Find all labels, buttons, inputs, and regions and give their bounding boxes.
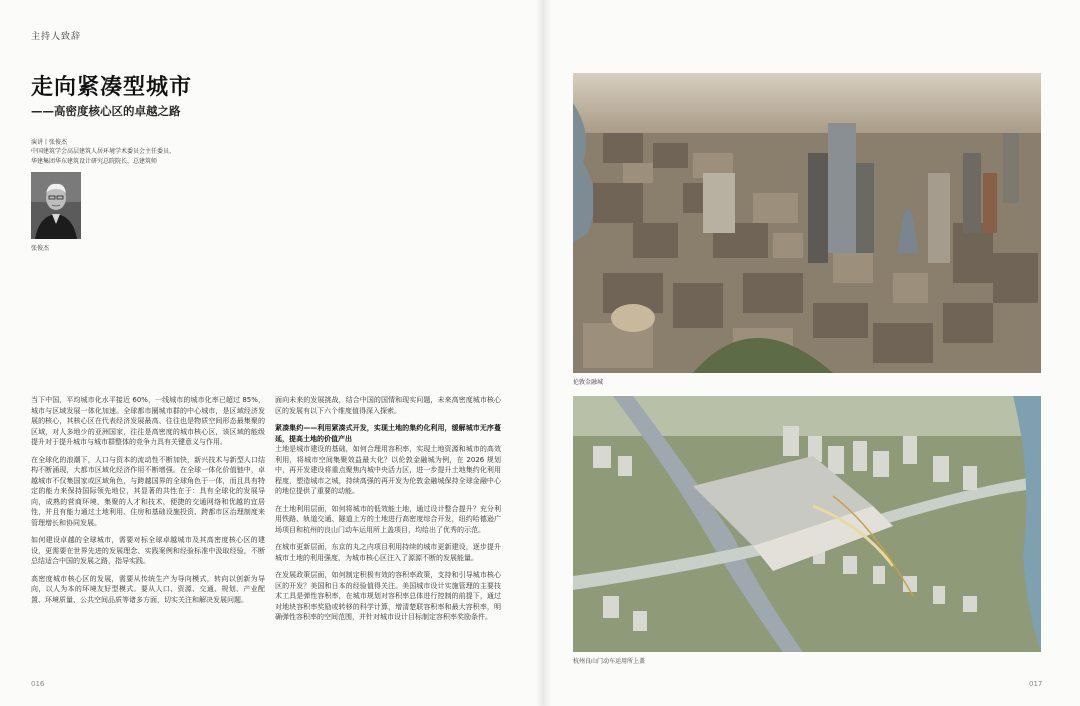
article-title: 走向紧凑型城市: [31, 75, 193, 100]
paragraph: 在全球化的浪潮下，人口与资本的流动性不断加快，新兴技术与新型人口结构不断涌现，大都市区域化经济作用不断增强。在全球一体化价值链中，卓越城市不仅集国家或区域角色，与跨越国界的全球角色于一体，而且具有特定的能力来保持国际领先地位，其显著的共性在于：具有全球化的发展导向，成熟的营商环境，集聚的人才和技术，便捷的交通网络和优越的宜居性，并且有能力通过土地利用、住房和基础设施投资、跨都市区治理制度来管理增长和协同发展。: [31, 455, 265, 527]
aerial-photo-london: [573, 73, 1041, 373]
portrait-illustration: [31, 172, 81, 239]
paragraph: 在土地利用层面，如何将城市的低效能土地，通过设计整合提升？充分利用铁路、轨道交通、隧道上方的土地进行高密度综合开发，纽约哈德逊广场项目和杭州的良山门动车运用所上盖项目，均给出了优秀的示范。: [275, 504, 501, 534]
author-portrait: [31, 172, 81, 239]
page-number-left: 016: [31, 680, 45, 688]
author-bio-line: 华建集团华东建筑设计研究总院院长、总建筑师: [31, 158, 158, 165]
photo1-caption: 伦敦金融城: [573, 379, 604, 386]
portrait-caption: 张俊杰: [31, 245, 50, 252]
author-line: 演讲丨张俊杰: [31, 139, 68, 146]
paragraph: 如何建设卓越的全球城市，需要对标全球卓越城市及其高密度核心区的建设，更需要在世界先进的发展理念、实践案例和经验标准中汲取经验，不断总结适合中国的发展之路，指导实践。: [31, 536, 265, 565]
section-label: 主持人致辞: [31, 32, 82, 42]
author-bio-line: 中国建筑学会高层建筑人居环境学术委员会主任委员、: [31, 148, 176, 155]
city-aerial-illustration: [573, 73, 1041, 373]
paragraph: 在发展政策层面，如何制定积极有效的容积率政策，支持和引导城市核心区的开发？美国和日本的经验值得关注。美国城市设计实施管理的主要技术工具是弹性容积率，在城市规划对容积率总体进行控制的前提下，通过对地块容积率奖励或转移的科学计算，增清楚联容积率和最大容积率，明确弹性容积率的空间范围，并针对城市设计目标制定容积率奖励条件。: [275, 571, 501, 621]
text-column-1: [31, 395, 265, 612]
paragraph-heading: 紧凑集约——利用紧凑式开发，实现土地的集约化利用，缓解城市无序蔓延，提高土地的价值产出: [275, 424, 501, 443]
paragraph: 在城市更新层面，东京的丸之内项目利用持续的城市更新建设，逐步提升城市土地的利用强度，为城市核心区注入了源源不断的发展能量。: [275, 543, 501, 562]
page-gutter: [536, 0, 552, 706]
photo2-caption: 杭州良山门动车运用所上盖: [573, 658, 646, 665]
paragraph: 面向未来的发展挑战，结合中国的国情和现实问题，未来高密度城市核心区的发展有以下六个维度值得深入探索。: [275, 396, 501, 415]
development-render-illustration: [573, 396, 1041, 652]
text-column-2: [275, 395, 501, 630]
page-number-right: 017: [1029, 680, 1043, 688]
paragraph-body: 土地是城市建设的基础，如何合理用容积率，实现土地资源和城市的高效利用，将城市空间集聚效益最大化？以伦敦金融城为例，在 2026 规划中，再开发建设将重点聚焦内城中央活力区，进一步提升土地集约化利用程度，塑造城市之城，持续高强的再开发为伦敦金融城保持全球金融中心的地位提供了重要的动能。: [275, 445, 501, 495]
paragraph: 高密度城市核心区的发展，需要从传统生产为导向模式，转向以创新为导向，以人为本的环境友好型模式。要从人口、资源、交通、规划、产业配置、环境质量、公共空间品质等诸多方面，切实关注和解决发展问题。: [31, 574, 265, 604]
paragraph: [275, 423, 501, 497]
aerial-render-hangzhou: [573, 396, 1041, 652]
article-subtitle: ——高密度核心区的卓越之路: [31, 104, 181, 118]
paragraph: 当下中国，平均城市化水平接近 60%，一线城市的城市化率已超过 85%，城市与区域发展一体化加速。全球都市圈城市群的中心城市，是区域经济发展的核心，其核心区在代表经济发展最高、往往也是物质空间形态最集聚的区域，对人多地少的亚洲国家，往往是高密度的城市核心区，该区域的能级提升对于提升城市与城市群整体的竞争力具有关键意义与作用。: [31, 396, 265, 446]
